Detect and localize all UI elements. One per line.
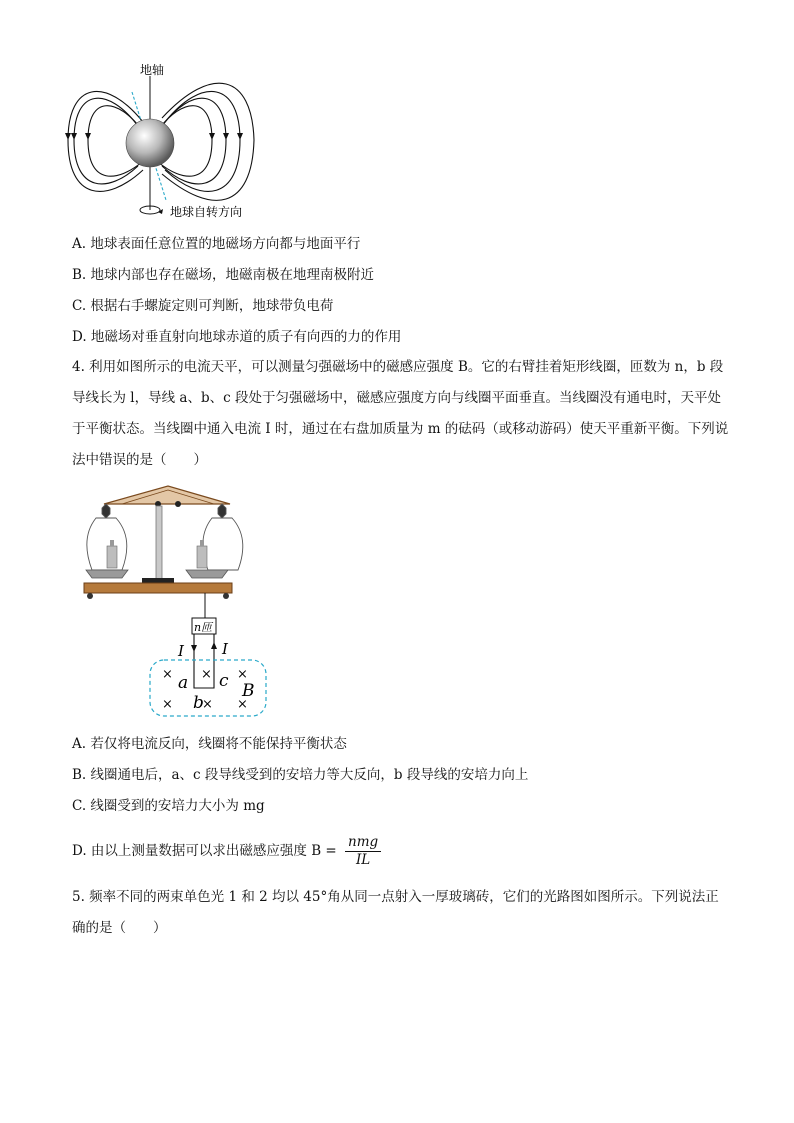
q3-option-a: A. 地球表面任意位置的地磁场方向都与地面平行 — [72, 236, 361, 252]
q4-option-a: A. 若仅将电流反向，线圈将不能保持平衡状态 — [72, 736, 347, 752]
rotation-direction-label: 地球自转方向 — [170, 205, 243, 219]
field-cross: × — [237, 697, 248, 712]
field-cross: × — [162, 667, 173, 682]
field-cross: × — [162, 697, 173, 712]
segment-c-label: c — [219, 671, 229, 691]
q3-option-d: D. 地磁场对垂直射向地球赤道的质子有向西的力的作用 — [72, 329, 402, 345]
field-cross: × — [201, 667, 212, 682]
earth-axis-label: 地轴 — [140, 63, 165, 77]
field-cross: × — [237, 667, 248, 682]
formula-numerator: nmg — [345, 834, 381, 852]
formula-fraction — [345, 834, 381, 869]
earth-magnetic-field-figure — [62, 60, 262, 222]
q4-option-c: C. 线圈受到的安培力大小为 mg — [72, 798, 265, 814]
current-balance-figure — [82, 482, 272, 722]
current-left-label: I — [178, 642, 184, 660]
segment-a-label: a — [178, 673, 189, 693]
q3-option-c: C. 根据右手螺旋定则可判断，地球带负电荷 — [72, 298, 334, 314]
segment-b-label: b — [193, 693, 204, 713]
q5-stem: 5. 频率不同的两束单色光 1 和 2 均以 45°角从同一点射入一厚玻璃砖，它们的光路图如图所示。下列说法正确的是（ ） — [72, 889, 719, 936]
formula-denominator: IL — [355, 852, 371, 868]
q3-option-b: B. 地球内部也存在磁场，地磁南极在地理南极附近 — [72, 267, 375, 283]
q4-option-d — [72, 834, 381, 869]
q4-option-b: B. 线圈通电后，a、c 段导线受到的安培力等大反向，b 段导线的安培力向上 — [72, 767, 529, 783]
current-right-label: I — [222, 640, 228, 658]
coil-turns-label: n匝 — [194, 621, 213, 634]
field-b-label: B — [242, 681, 255, 701]
field-cross: × — [202, 697, 213, 712]
q4-stem: 4. 利用如图所示的电流天平，可以测量匀强磁场中的磁感应强度 B。它的右臂挂着矩形线圈，匝数为 n，b 段导线长为 l，导线 a、b、c 段处于匀强磁场中，磁感应强度方向与线圈平面垂直。当线圈没有通电时，天平处于平衡状态。当线圈中通入电流 I 时，通过在右盘加质量为 m 的砝码（或移动游码）使天平重新平衡。下列说法中错误的是（ ） — [72, 359, 729, 468]
q4-option-d-text: D. 由以上测量数据可以求出磁感应强度 B = — [72, 843, 337, 859]
